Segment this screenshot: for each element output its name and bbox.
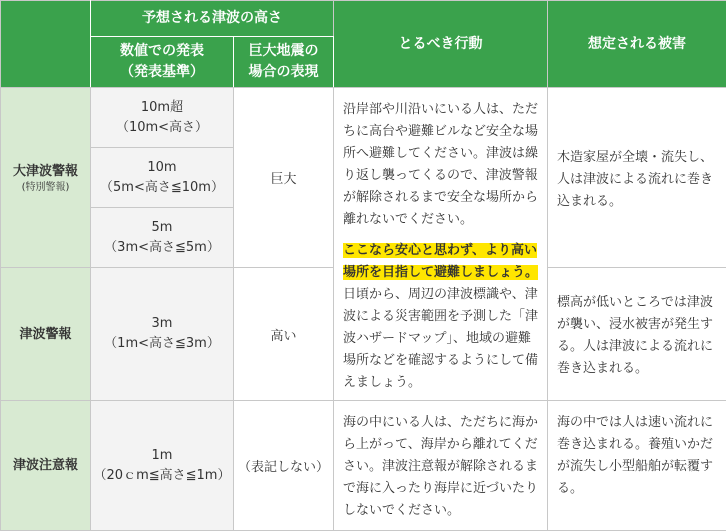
header-action: とるべき行動 xyxy=(334,1,548,88)
major-value-3-line1: 5m xyxy=(91,218,233,238)
header-height-group: 予想される津波の高さ xyxy=(91,1,334,37)
major-value-2-line2: （5m<高さ≦10m） xyxy=(91,178,233,198)
major-warning-label-text: 大津波警報 xyxy=(13,164,78,179)
advisory-value-line2: （20ｃm≦高さ≦1m） xyxy=(91,466,233,486)
major-value-1-line2: （10m<高さ） xyxy=(91,118,233,138)
major-damage: 木造家屋が全壊・流失し、人は津波による流れに巻き込まれる。 xyxy=(548,88,726,268)
major-value-1 xyxy=(91,88,234,148)
action-prepare-paragraph xyxy=(343,240,539,394)
advisory-value xyxy=(91,401,234,531)
special-warning-sublabel: (特別警報) xyxy=(1,181,90,194)
major-value-2-line1: 10m xyxy=(91,158,233,178)
advisory-action: 海の中にいる人は、ただちに海から上がって、海岸から離れてください。津波注意報が解除されるまで海に入ったり海岸に近づいたりしないでください。 xyxy=(334,401,548,531)
header-value-line1: 数値での発表 xyxy=(91,41,233,62)
action-prepare-text: 日頃から、周辺の津波標識や、津波による災害範囲を予測した「津波ハザードマップ」、地域の避難場所などを確認するようにして備えましょう。 xyxy=(343,287,538,390)
warning-value xyxy=(91,268,234,401)
header-huge-line1: 巨大地震の xyxy=(234,41,333,62)
warning-expression: 高い xyxy=(234,268,334,401)
advisory-damage: 海の中では人は速い流れに巻き込まれる。養殖いかだが流失し小型船舶が転覆する。 xyxy=(548,401,726,531)
header-huge-col xyxy=(234,37,334,88)
header-corner xyxy=(1,1,91,88)
major-expression: 巨大 xyxy=(234,88,334,268)
advisory-expression: （表記しない） xyxy=(234,401,334,531)
warning-value-line2: （1m<高さ≦3m） xyxy=(91,334,233,354)
major-value-3-line2: （3m<高さ≦5m） xyxy=(91,238,233,258)
tsunami-warning-label: 津波警報 xyxy=(1,268,91,401)
major-value-2 xyxy=(91,148,234,208)
action-evacuate-text: 沿岸部や川沿いにいる人は、ただちに高台や避難ビルなど安全な場所へ避難してください。津波は繰り返し襲ってくるので、津波警報が解除されるまで安全な場所から離れないでください。 xyxy=(343,99,539,231)
major-value-3 xyxy=(91,208,234,268)
warning-damage: 標高が低いところでは津波が襲い、浸水被害が発生する。人は津波による流れに巻き込まれる。 xyxy=(548,268,726,401)
warning-value-line1: 3m xyxy=(91,314,233,334)
header-value-line2: （発表基準） xyxy=(91,62,233,83)
header-value-col xyxy=(91,37,234,88)
header-huge-line2: 場合の表現 xyxy=(234,62,333,83)
header-damage: 想定される被害 xyxy=(548,1,726,88)
tsunami-advisory-label: 津波注意報 xyxy=(1,401,91,531)
major-value-1-line1: 10m超 xyxy=(91,98,233,118)
action-warnings xyxy=(334,88,548,401)
major-warning-label xyxy=(1,88,91,268)
advisory-value-line1: 1m xyxy=(91,446,233,466)
action-highlight: ここなら安心と思わず、より高い場所を目指して避難しましょう。 xyxy=(343,243,538,280)
